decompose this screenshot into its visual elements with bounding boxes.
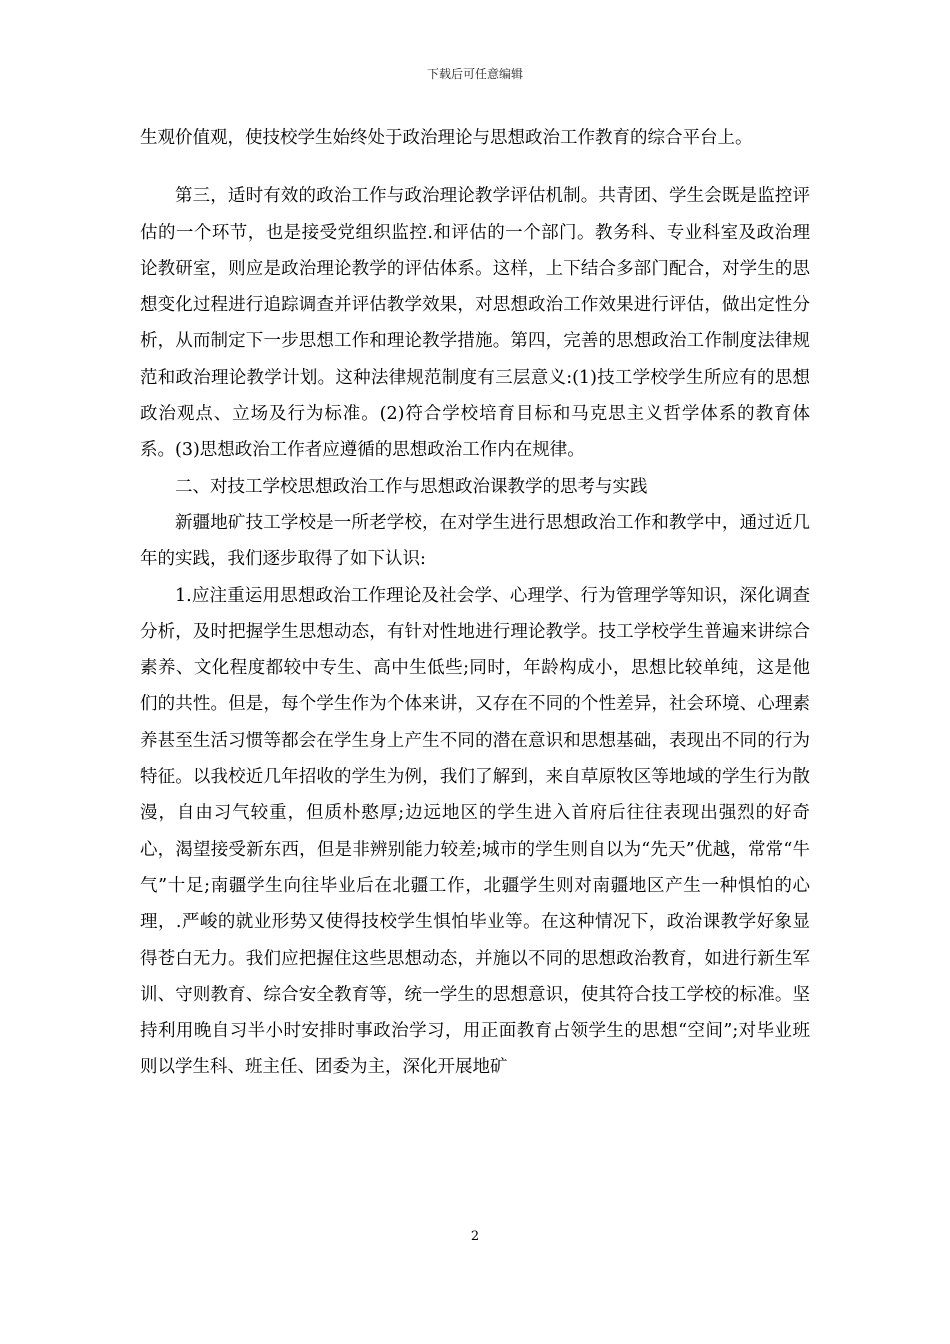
paragraph-point-1: 1.应注重运用思想政治工作理论及社会学、心理学、行为管理学等知识，深化调查分析，及时把握学生思想动态，有针对性地进行理论教学。技工学校学生普遍来讲综合素养、文化程度都较中专生、高中生低些;同时，年龄构成小，思想比较单纯，这是他们的共性。但是，每个学生作为个体来讲，又存在不同的个性差异，社会环境、心理素养甚至生活习惯等都会在学生身上产生不同的潜在意识和思想基础，表现出不同的行为特征。以我校近几年招收的学生为例，我们了解到，来自草原牧区等地域的学生行为散漫，自由习气较重，但质朴憨厚;边远地区的学生进入首府后往往表现出强烈的好奇心，渴望接受新东西，但是非辨别能力较差;城市的学生则自以为“先天”优越，常常“牛气”十足;南疆学生向往毕业后在北疆工作，北疆学生则对南疆地区产生一种惧怕的心理，.严峻的就业形势又使得技校学生惧怕毕业等。在这种情况下，政治课教学好象显得苍白无力。我们应把握住这些思想动态，并施以不同的思想政治教育，如进行新生军训、守则教育、综合安全教育等，统一学生的思想意识，使其符合技工学校的标准。坚持利用晚自习半小时安排时事政治学习，用正面教育占领学生的思想“空间”;对毕业班则以学生科、班主任、团委为主，深化开展地矿 [140, 585, 810, 1078]
paragraph-continuation: 生观价值观，使技校学生始终处于政治理论与思想政治工作教育的综合平台上。 [140, 128, 753, 148]
paragraph-school-intro: 新疆地矿技工学校是一所老学校，在对学生进行思想政治工作和教学中，通过近几年的实践，我们逐步取得了如下认识: [140, 512, 810, 570]
section-heading: 二、对技工学校思想政治工作与思想政治课教学的思考与实践 [175, 476, 648, 497]
document-body [140, 120, 810, 1086]
page-header: 下载后可任意编辑 [426, 67, 523, 81]
page-number: 2 [470, 1229, 480, 1244]
paragraph-third-fourth: 第三，适时有效的政治工作与政治理论教学评估机制。共青团、学生会既是监控评估的一个环节，也是接受党组织监控.和评估的一个部门。教务科、专业科室及政治理论教研室，则应是政治理论教学的评估体系。这样，上下结合多部门配合，对学生的思想变化过程进行追踪调查并评估教学效果，对思想政治工作效果进行评估，做出定性分析，从而制定下一步思想工作和理论教学措施。第四，完善的思想政治工作制度法律规范和政治理论教学计划。这种法律规范制度有三层意义:(1)技工学校学生所应有的思想政治观点、立场及行为标准。(2)符合学校培育目标和马克思主义哲学体系的教育体系。(3)思想政治工作者应遵循的思想政治工作内在规律。 [140, 186, 810, 461]
paragraph-gap [140, 156, 810, 178]
